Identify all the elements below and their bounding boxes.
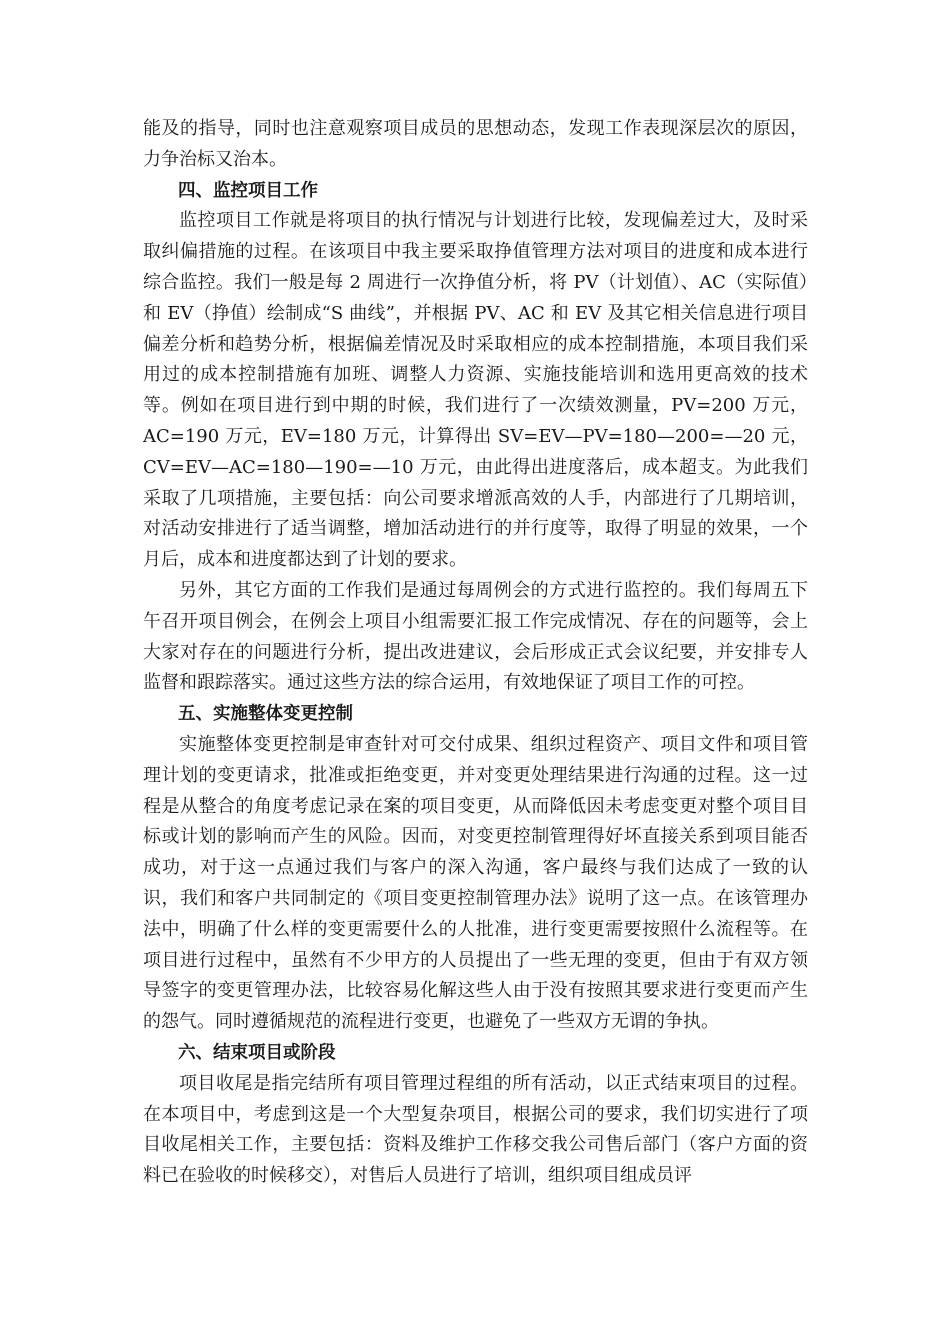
section-heading-change-control: 五、实施整体变更控制 bbox=[178, 704, 353, 725]
section-heading-monitor: 四、监控项目工作 bbox=[178, 180, 318, 201]
document-page bbox=[143, 114, 808, 1192]
paragraph-monitor-evm: 监控项目工作就是将项目的执行情况与计划进行比较，发现偏差过大，及时采取纠偏措施的过程。在该项目中我主要采取挣值管理方法对项目的进度和成本进行综合监控。我们一般是每 2 周进行一次挣值分析，将 PV（计划值）、AC（实际值）和 EV（挣值）绘制成“S 曲线”，并根据 PV、AC 和 EV 及其它相关信息进行项目偏差分析和趋势分析，根据偏差情况及时采取相应的成本控制措施，本项目我们采用过的成本控制措施有加班、调整人力资源、实施技能培训和选用更高效的技术等。例如在项目进行到中期的时候，我们进行了一次绩效测量，PV=200 万元，AC=190 万元，EV=180 万元，计算得出 SV=EV—PV=180—200=—20 元，CV=EV—AC=180—190=—10 万元，由此得出进度落后，成本超支。为此我们采取了几项措施，主要包括：向公司要求增派高效的人手，内部进行了几期培训，对活动安排进行了适当调整，增加活动进行的并行度等，取得了明显的效果，一个月后，成本和进度都达到了计划的要求。 bbox=[143, 210, 808, 571]
paragraph-continued: 能及的指导，同时也注意观察项目成员的思想动态，发现工作表现深层次的原因，力争治标又治本。 bbox=[143, 118, 808, 170]
section-heading-closing: 六、结束项目或阶段 bbox=[178, 1042, 336, 1063]
paragraph-closing: 项目收尾是指完结所有项目管理过程组的所有活动，以正式结束项目的过程。在本项目中，考虑到这是一个大型复杂项目，根据公司的要求，我们切实进行了项目收尾相关工作，主要包括：资料及维护工作移交我公司售后部门（客户方面的资料已在验收的时候移交），对售后人员进行了培训，组织项目组成员评 bbox=[143, 1072, 808, 1187]
paragraph-change-control: 实施整体变更控制是审查针对可交付成果、组织过程资产、项目文件和项目管理计划的变更请求，批准或拒绝变更，并对变更处理结果进行沟通的过程。这一过程是从整合的角度考虑记录在案的项目变更，从而降低因未考虑变更对整个项目目标或计划的影响而产生的风险。因而，对变更控制管理得好坏直接关系到项目能否成功，对于这一点通过我们与客户的深入沟通，客户最终与我们达成了一致的认识，我们和客户共同制定的《项目变更控制管理办法》说明了这一点。在该管理办法中，明确了什么样的变更需要什么的人批准，进行变更需要按照什么流程等。在项目进行过程中，虽然有不少甲方的人员提出了一些无理的变更，但由于有双方领导签字的变更管理办法，比较容易化解这些人由于没有按照其要求进行变更而产生的怨气。同时遵循规范的流程进行变更，也避免了一些双方无谓的争执。 bbox=[143, 733, 808, 1033]
paragraph-monitor-meetings: 另外，其它方面的工作我们是通过每周例会的方式进行监控的。我们每周五下午召开项目例会，在例会上项目小组需要汇报工作完成情况、存在的问题等，会上大家对存在的问题进行分析，提出改进建议，会后形成正式会议纪要，并安排专人监督和跟踪落实。通过这些方法的综合运用，有效地保证了项目工作的可控。 bbox=[143, 579, 808, 694]
